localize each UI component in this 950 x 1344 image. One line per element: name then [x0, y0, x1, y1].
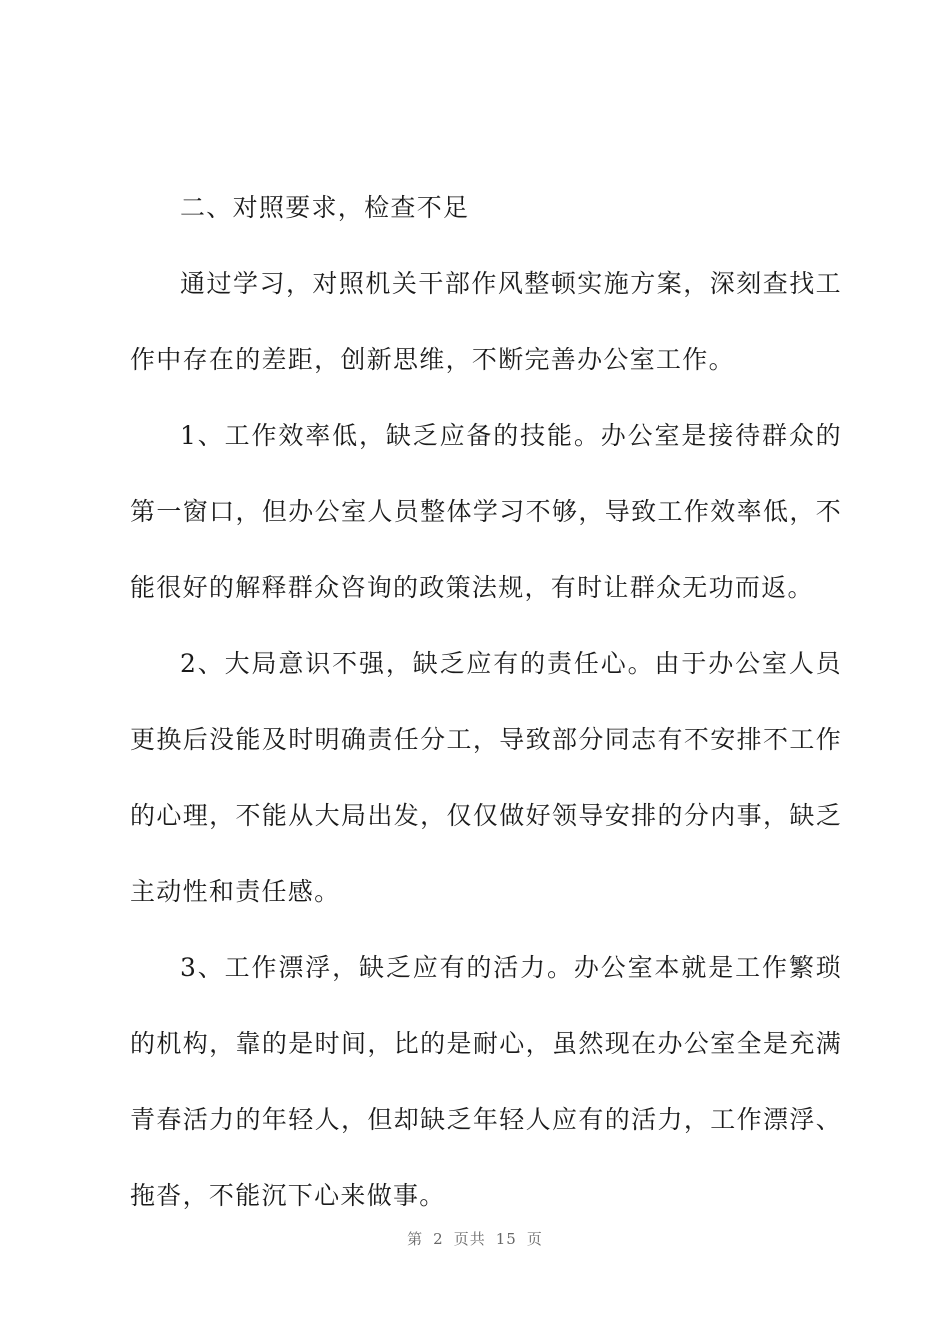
section-heading: 二、对照要求，检查不足 — [180, 193, 470, 222]
paragraph-item-3: 3、工作漂浮，缺乏应有的活力。办公室本就是工作繁琐的机构，靠的是时间，比的是耐心，虽然现在办公室全是充满青春活力的年轻人，但却缺乏年轻人应有的活力，工作漂浮、拖沓，不能沉下心来做事。 — [130, 953, 842, 1210]
footer-page-total: 15 — [495, 1230, 517, 1248]
paragraph-item-2: 2、大局意识不强，缺乏应有的责任心。由于办公室人员更换后没能及时明确责任分工，导致部分同志有不安排不工作的心理，不能从大局出发，仅仅做好领导安排的分内事，缺乏主动性和责任感。 — [130, 649, 842, 906]
document-body — [130, 170, 842, 1234]
page-footer — [0, 1228, 950, 1249]
footer-suffix: 页 — [526, 1230, 543, 1248]
footer-prefix: 第 — [407, 1230, 424, 1248]
paragraph-item-1: 1、工作效率低，缺乏应备的技能。办公室是接待群众的第一窗口，但办公室人员整体学习不够，导致工作效率低，不能很好的解释群众咨询的政策法规，有时让群众无功而返。 — [130, 421, 842, 602]
paragraph-intro: 通过学习，对照机关干部作风整顿实施方案，深刻查找工作中存在的差距，创新思维，不断完善办公室工作。 — [130, 269, 842, 374]
footer-page-number: 2 — [433, 1230, 444, 1248]
footer-middle: 页共 — [453, 1230, 486, 1248]
